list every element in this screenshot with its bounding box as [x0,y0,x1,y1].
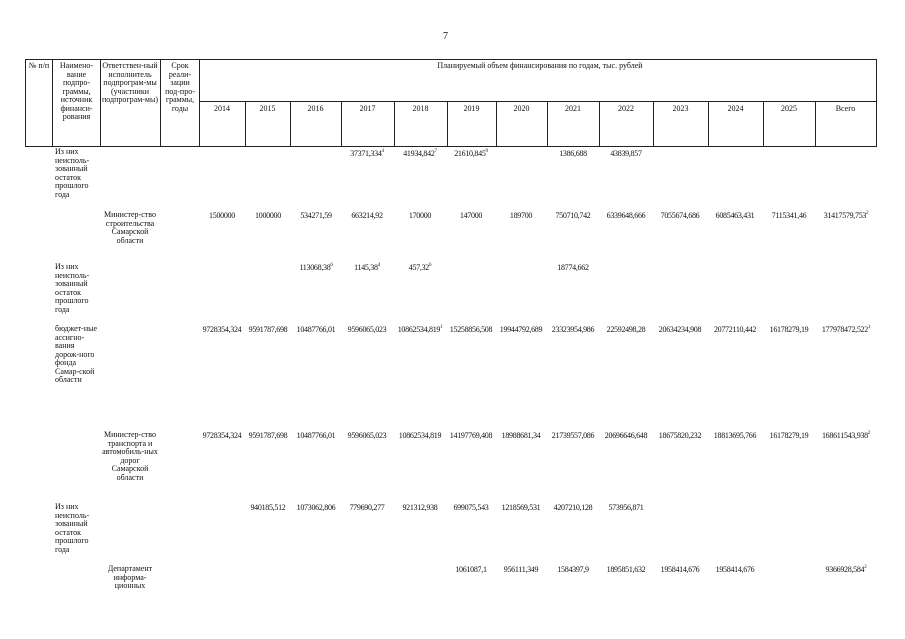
table-cell: 37371,334$^4$ [350,149,384,158]
table-cell: 750710,742 [555,211,591,220]
table-cell: 7055674,686 [660,211,700,220]
table-cell: 170000 [408,211,432,220]
footnote-mark: 1 [867,325,871,330]
header-year-2022: 2022 [618,104,634,113]
table-cell: 1218569,531 [501,503,541,512]
row-label-unused-balance: Из них неисполь-зованный остаток прошлого года [55,262,90,314]
table-cell: 9591787,698 [248,431,288,440]
footnote-mark: 9 [485,149,488,154]
header-year-2025: 2025 [781,104,797,113]
footnote-mark: 2 [866,211,869,216]
footnote-mark: 6 [330,263,333,268]
table-cell: 10862534,819$^1$ [397,325,443,334]
table-cell: 1061087,1 [455,565,487,574]
table-cell: 9728354,324 [202,431,242,440]
table-cell: 14197769,408 [449,431,493,440]
table-cell: 1958414,676 [660,565,700,574]
table-left-border [25,59,26,147]
table-cell: 9366928,584$^2$ [825,565,867,574]
header-year-2023: 2023 [672,104,689,113]
header-col-number: № п/п [28,61,50,70]
header-bottom-border [25,146,877,147]
table-cell: 21739557,086 [551,431,595,440]
header-year-2014: 2014 [214,104,230,113]
header-col-term: Срок реали-зации под-про-граммы, годы [165,61,195,113]
table-cell: 9591787,698 [248,325,288,334]
row-label-ministry-transport: Министер-ство транспорта и автомобиль-ных дорог Самарской области [102,430,158,482]
table-cell: 177978472,522$^1$ [821,325,871,334]
row-label-ministry-construction: Министер-ство строительства Самарской области [104,210,156,245]
table-cell: 189700 [509,211,533,220]
footnote-mark: 6 [429,263,432,268]
row-label-unused-balance: Из них неисполь-зованный остаток прошлого года [55,147,90,199]
table-cell: 9728354,324 [202,325,242,334]
table-cell: 31417579,753$^2$ [823,211,869,220]
footnote-mark: 7 [434,149,437,154]
table-right-border [876,59,877,147]
row-label-department-info: Департамент информа-ционных [107,564,153,590]
table-cell: 956111,349 [503,565,539,574]
table-cell: 940185,512 [250,503,286,512]
row-label-road-fund: бюджет-ные ассигно-вания дорож-ного фонда Самар-ской области [55,324,98,384]
table-top-border [25,59,877,60]
header-year-2018: 2018 [412,104,429,113]
header-year-2016: 2016 [307,104,324,113]
table-cell: 1145,38$^4$ [354,263,380,272]
header-col-responsible: Ответствен-ный исполнитель подпрограм-мы (участники подпрограм-мы) [101,61,159,104]
table-cell: 18813695,766 [713,431,757,440]
header-year-2015: 2015 [259,104,276,113]
table-cell: 9596065,023 [347,325,387,334]
table-cell: 19944792,689 [499,325,543,334]
col-divider [199,59,200,147]
table-cell: 699075,543 [453,503,489,512]
table-cell: 6085463,431 [715,211,755,220]
table-cell: 18675820,232 [658,431,702,440]
table-cell: 1895851,632 [606,565,646,574]
table-cell: 6339648,666 [606,211,646,220]
header-col-plan: Планируемый объем финансирования по годам, тыс. рублей [437,61,643,70]
row-label-unused-balance: Из них неисполь-зованный остаток прошлого года [55,502,90,554]
table-cell: 21610,845$^9$ [454,149,488,158]
table-cell: 4207210,128 [553,503,593,512]
page-number: 7 [443,31,448,42]
footnote-mark: 1 [440,325,443,330]
footnote-mark: 4 [381,149,384,154]
table-cell: 113068,38$^6$ [299,263,333,272]
table-cell: 1500000 [209,211,235,220]
col-divider [160,59,161,147]
table-cell: 663214,92 [351,211,383,220]
footnote-mark: 4 [377,263,380,268]
header-year-2017: 2017 [359,104,376,113]
table-cell: 41934,842$^7$ [403,149,437,158]
table-cell: 10487766,01 [296,431,336,440]
years-row-top-border [199,101,877,102]
table-cell: 20696646,648 [604,431,648,440]
table-cell: 534271,59 [300,211,332,220]
table-cell: 9596065,023 [347,431,387,440]
table-cell: 147000 [459,211,483,220]
footnote-mark: 2 [867,431,870,436]
table-cell: 457,32$^6$ [408,263,432,272]
header-col-name: Наимено-вание подпро-граммы, источник финанси-рования [59,61,94,121]
table-cell: 18988681,34 [501,431,541,440]
table-cell: 16178279,19 [769,325,809,334]
table-cell: 23323954,986 [551,325,595,334]
table-cell: 1073062,806 [296,503,336,512]
table-cell: 10862534,819 [398,431,442,440]
table-cell: 15258856,508 [449,325,493,334]
header-year-2019: 2019 [463,104,480,113]
header-year-2020: 2020 [513,104,530,113]
table-cell: 779690,277 [349,503,385,512]
table-cell: 1000000 [255,211,281,220]
table-cell: 43839,857 [610,149,642,158]
table-cell: 20772110,442 [713,325,757,334]
table-cell: 22592498,28 [606,325,646,334]
table-cell: 1584397,9 [557,565,589,574]
table-cell: 20634234,908 [658,325,702,334]
table-cell: 16178279,19 [769,431,809,440]
footnote-mark: 2 [864,565,867,570]
header-year-2024: 2024 [727,104,744,113]
table-cell: 7115341,46 [771,211,807,220]
col-divider [52,59,53,147]
table-cell: 168611543,938$^2$ [821,431,870,440]
table-cell: 921312,938 [402,503,438,512]
table-cell: 1958414,676 [715,565,755,574]
table-cell: 1386,688 [559,149,587,158]
table-cell: 18774,662 [557,263,589,272]
header-year-total: Всего [835,104,856,113]
table-cell: 573956,871 [608,503,644,512]
table-cell: 10487766,01 [296,325,336,334]
header-year-2021: 2021 [565,104,581,113]
